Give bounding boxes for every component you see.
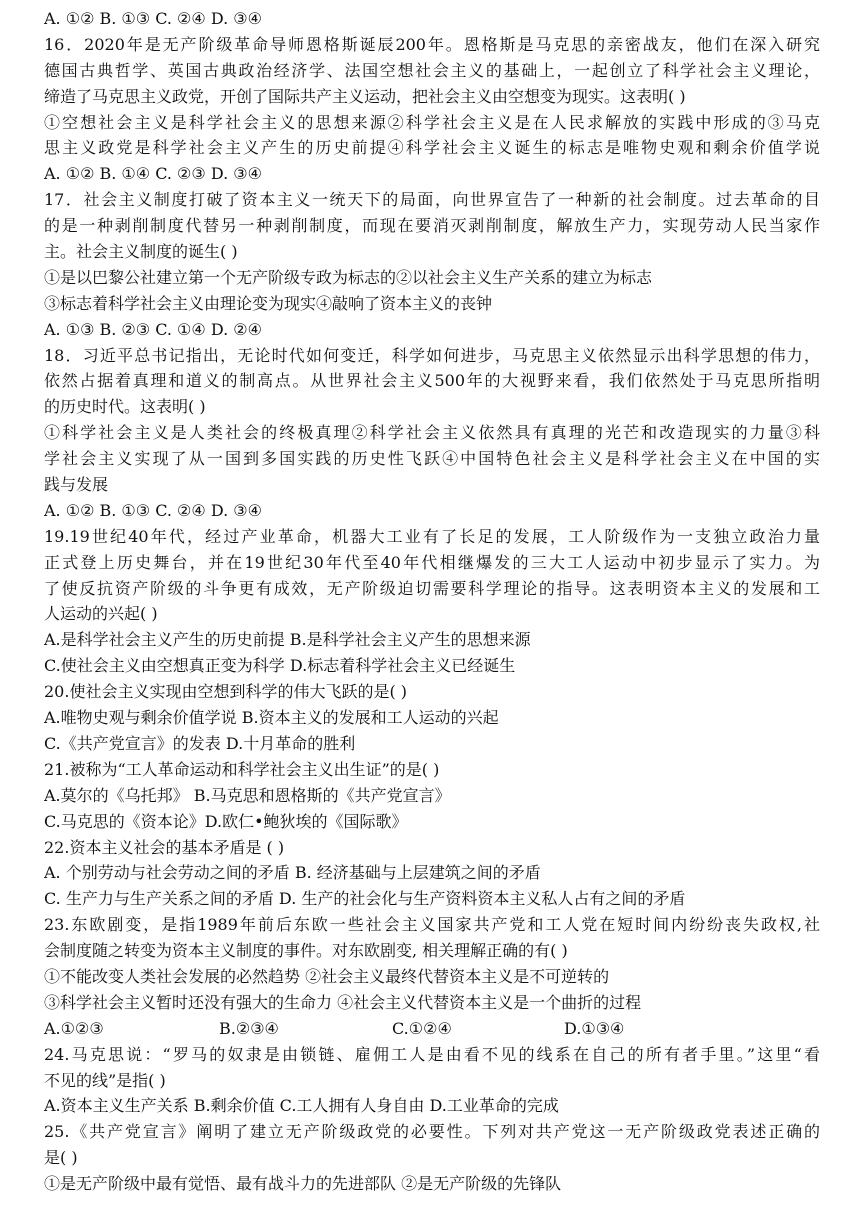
q16-statements: ①空想社会主义是科学社会主义的思想来源②科学社会主义是在人民求解放的实践中形成的③马克 [44, 112, 820, 132]
q17-stem-line: 主。社会主义制度的诞生( ) [44, 242, 238, 262]
q23-option-c: C.①②④ [392, 1018, 452, 1038]
q19-options: C.使社会主义由空想真正变为科学 D.标志着科学社会主义已经诞生 [44, 656, 516, 676]
q19-stem-line: 了使反抗资产阶级的斗争更有成效，无产阶级迫切需要科学理论的指导。这表明资本主义的发展和工 [44, 578, 820, 598]
q18-stem-line: 的历史时代。这表明( ) [44, 397, 206, 417]
q24-stem-line: 不见的线”是指( ) [44, 1070, 166, 1090]
q22-stem: 22.资本主义社会的基本矛盾是 ( ) [44, 837, 285, 857]
q17-stem-line: 的是一种剥削制度代替另一种剥削制度，而现在要消灭剥削制度，解放生产力，实现劳动人民当家作 [44, 216, 820, 236]
q18-statements: ①科学社会主义是人类社会的终极真理②科学社会主义依然具有真理的光芒和改造现实的力量③科 [44, 423, 820, 443]
q20-options: A.唯物史观与剩余价值学说 B.资本主义的发展和工人运动的兴起 [44, 708, 499, 728]
q23-statements: ①不能改变人类社会发展的必然趋势 ②社会主义最终代替资本主义是不可逆转的 [44, 966, 610, 986]
q16-stem-line: 16．2020年是无产阶级革命导师恩格斯诞辰200年。恩格斯是马克思的亲密战友，他们在深入研究 [44, 34, 820, 54]
q15-options: A. ①② B. ①③ C. ②④ D. ③④ [44, 9, 262, 28]
q23-stem-line: 会制度随之转变为资本主义制度的事件。对东欧剧变, 相关理解正确的有( ) [44, 941, 568, 961]
q19-options: A.是科学社会主义产生的历史前提 B.是科学社会主义产生的思想来源 [44, 630, 531, 650]
q17-options: A. ①③ B. ②③ C. ①④ D. ②④ [44, 319, 262, 339]
q25-statements: ①是无产阶级中最有觉悟、最有战斗力的先进部队 ②是无产阶级的先锋队 [44, 1174, 562, 1194]
q16-stem-line: 德国古典哲学、英国古典政治经济学、法国空想社会主义的基础上，一起创立了科学社会主义理论， [44, 60, 820, 80]
q19-stem-line: 人运动的兴起( ) [44, 604, 158, 624]
q19-stem-line: 19.19世纪40年代，经过产业革命，机器大工业有了长足的发展，工人阶级作为一支独立政治力量 [44, 526, 820, 546]
q20-options: C.《共产党宣言》的发表 D.十月革命的胜利 [44, 733, 356, 753]
q20-stem: 20.使社会主义实现由空想到科学的伟大飞跃的是( ) [44, 682, 408, 702]
q21-options: C.马克思的《资本论》D.欧仁•鲍狄埃的《国际歌》 [44, 811, 408, 831]
q18-stem-line: 18．习近平总书记指出，无论时代如何变迁，科学如何进步，马克思主义依然显示出科学思想的伟力， [44, 345, 820, 365]
q23-option-d: D.①③④ [564, 1018, 625, 1038]
q16-statements: 思主义政党是科学社会主义产生的历史前提④科学社会主义诞生的标志是唯物史观和剩余价值学说 [44, 138, 820, 158]
q21-stem: 21.被称为“工人革命运动和科学社会主义出生证”的是( ) [44, 759, 440, 779]
q25-stem-line: 是( ) [44, 1148, 78, 1168]
q23-option-a: A.①②③ [44, 1018, 104, 1038]
q17-statements: ③标志着科学社会主义由理论变为现实④敲响了资本主义的丧钟 [44, 293, 493, 313]
q16-options: A. ①② B. ①④ C. ②③ D. ③④ [44, 164, 262, 184]
q18-statements: 学社会主义实现了从一国到多国实践的历史性飞跃④中国特色社会主义是科学社会主义在中国的实 [44, 449, 820, 469]
q23-stem-line: 23.东欧剧变，是指1989年前后东欧一些社会主义国家共产党和工人党在短时间内纷纷丧失政权,社 [44, 915, 820, 935]
q17-statements: ①是以巴黎公社建立第一个无产阶级专政为标志的②以社会主义生产关系的建立为标志 [44, 267, 653, 287]
q18-statements: 践与发展 [44, 475, 109, 495]
q25-stem-line: 25.《共产党宣言》阐明了建立无产阶级政党的必要性。下列对共产党这一无产阶级政党表述正确的 [44, 1122, 820, 1142]
q24-options: A.资本主义生产关系 B.剩余价值 C.工人拥有人身自由 D.工业革命的完成 [44, 1096, 559, 1116]
q18-stem-line: 依然占据着真理和道义的制高点。从世界社会主义500年的大视野来看，我们依然处于马克思所指明 [44, 371, 820, 391]
q16-stem-line: 缔造了马克思主义政党，开创了国际共产主义运动，把社会主义由空想变为现实。这表明( ) [44, 86, 686, 106]
q23-options [44, 1016, 820, 1042]
q23-option-b: B.②③④ [219, 1018, 279, 1038]
q21-options: A.莫尔的《乌托邦》 B.马克思和恩格斯的《共产党宣言》 [44, 785, 451, 805]
q22-options: A. 个别劳动与社会劳动之间的矛盾 B. 经济基础与上层建筑之间的矛盾 [44, 863, 541, 883]
q19-stem-line: 正式登上历史舞台，并在19世纪30年代至40年代相继爆发的三大工人运动中初步显示了实力。为 [44, 552, 820, 572]
q23-statements: ③科学社会主义暂时还没有强大的生命力 ④社会主义代替资本主义是一个曲折的过程 [44, 992, 642, 1012]
q17-stem-line: 17．社会主义制度打破了资本主义一统天下的局面，向世界宣告了一种新的社会制度。过去革命的目 [44, 190, 820, 210]
q18-options: A. ①② B. ①③ C. ②④ D. ③④ [44, 500, 262, 520]
q22-options: C. 生产力与生产关系之间的矛盾 D. 生产的社会化与生产资料资本主义私人占有之间的矛盾 [44, 889, 686, 909]
q24-stem-line: 24.马克思说：“罗马的奴隶是由锁链、雇佣工人是由看不见的线系在自己的所有者手里。”这里“看 [44, 1044, 820, 1064]
